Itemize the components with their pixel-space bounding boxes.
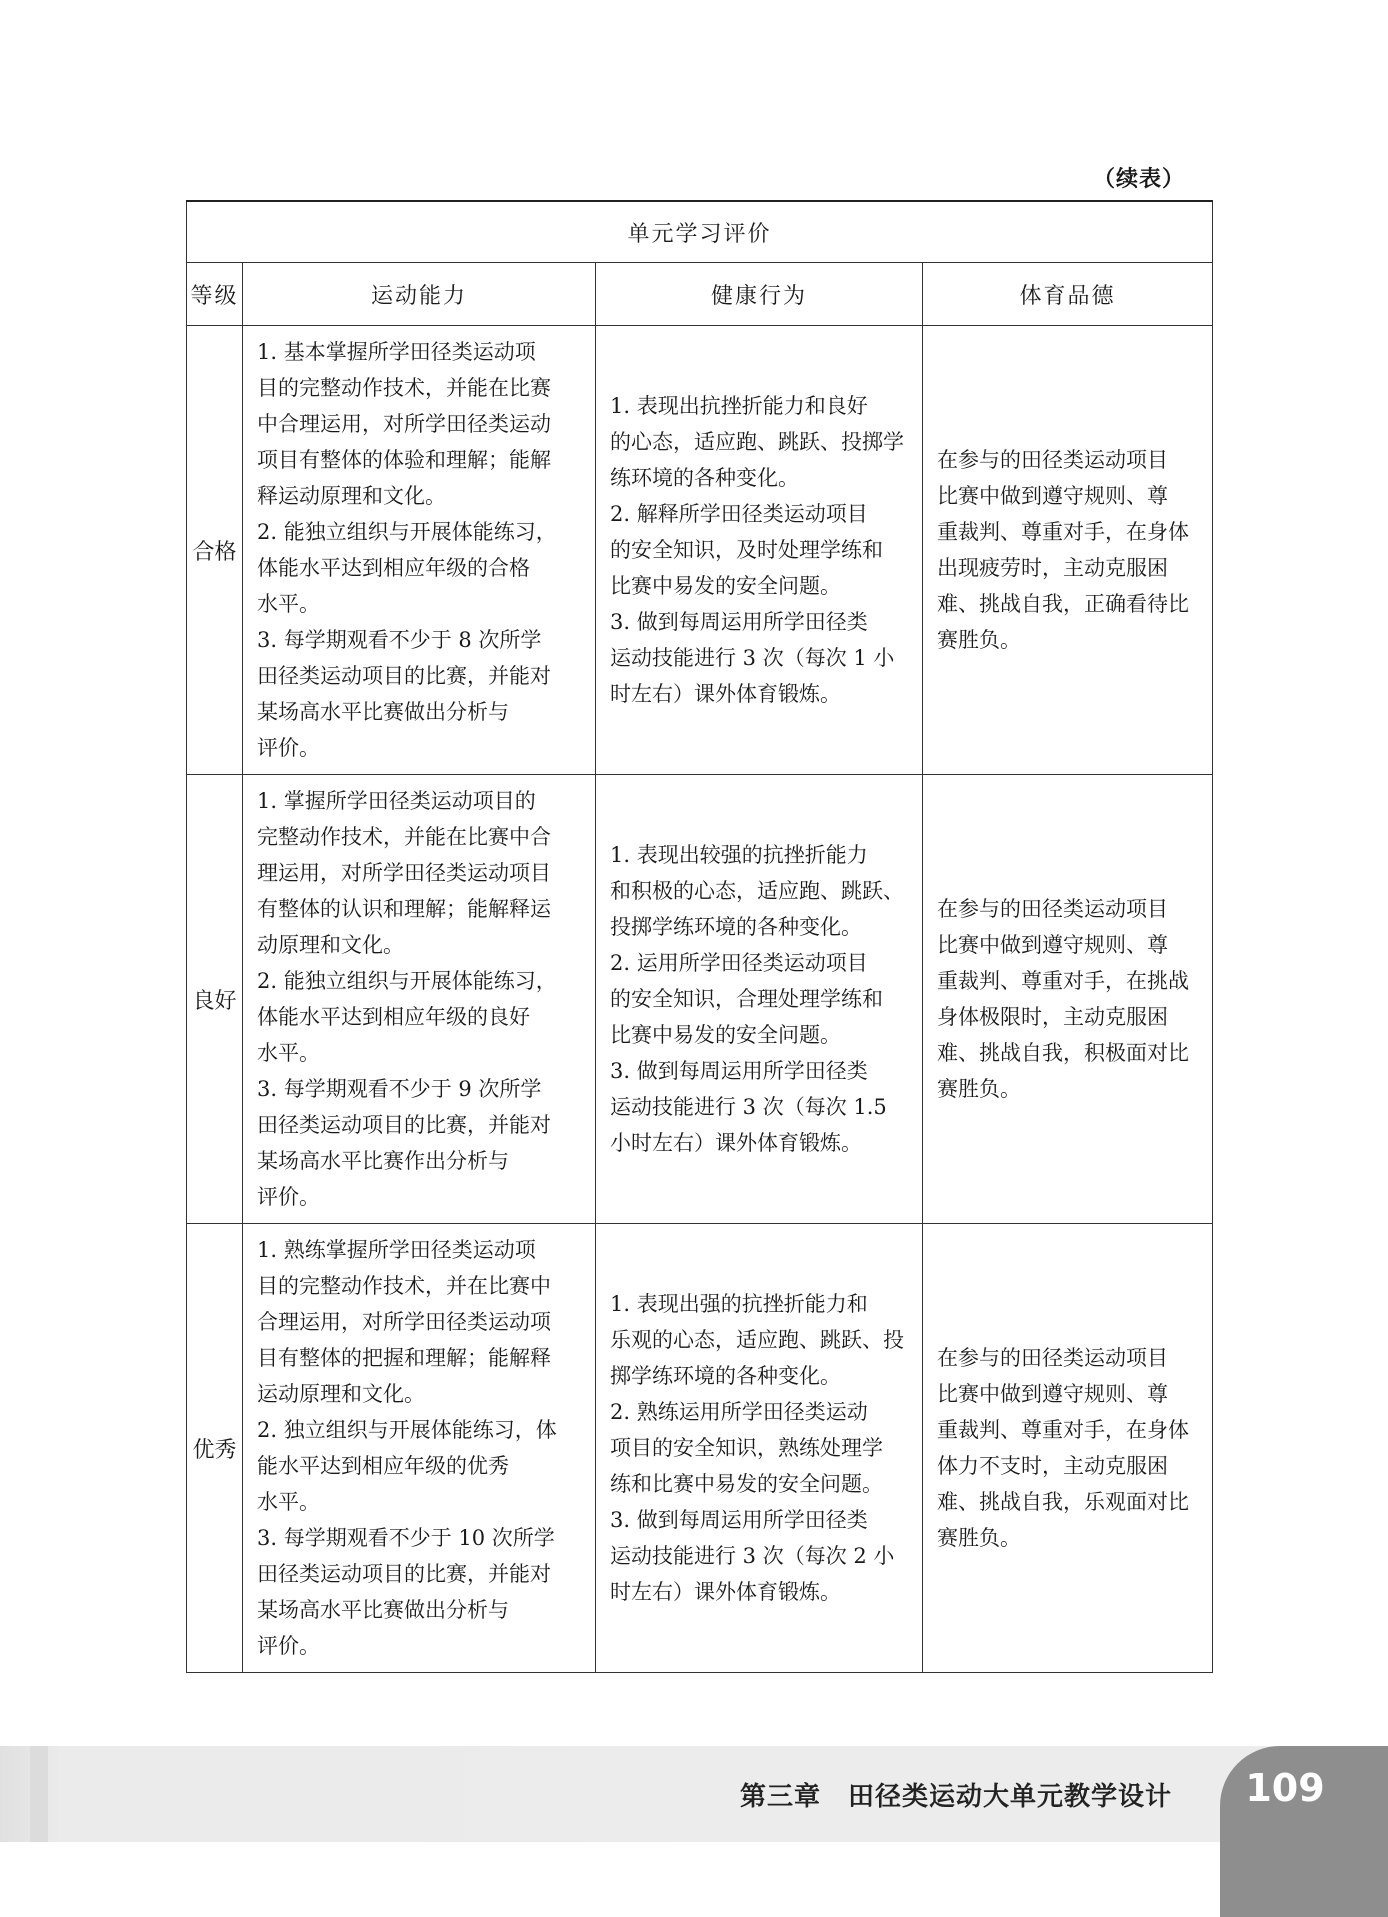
sport-ability-cell: [243, 326, 596, 775]
text-line: 运动技能进行 3 次（每次 1 小: [610, 646, 895, 670]
text-line: 目的完整动作技术，并在比赛中: [257, 1274, 551, 1298]
table-row: [187, 326, 1213, 775]
text-line: 目的完整动作技术，并能在比赛: [257, 376, 551, 400]
text-line: 3. 每学期观看不少于 8 次所学: [257, 628, 542, 652]
text-line: 时左右）课外体育锻炼。: [610, 682, 841, 706]
text-line: 1. 基本掌握所学田径类运动项: [257, 340, 536, 364]
text-line: 难、挑战自我，积极面对比: [937, 1041, 1189, 1065]
text-line: 2. 独立组织与开展体能练习，体: [257, 1418, 557, 1442]
text-line: 某场高水平比赛做出分析与: [257, 700, 509, 724]
sport-ability-cell: [243, 1224, 596, 1673]
text-line: 评价。: [257, 736, 320, 760]
text-line: 3. 做到每周运用所学田径类: [610, 1059, 868, 1083]
level-cell: 良好: [187, 775, 243, 1224]
text-line: 完整动作技术，并能在比赛中合: [257, 825, 551, 849]
text-line: 3. 做到每周运用所学田径类: [610, 1508, 868, 1532]
text-line: 合理运用，对所学田径类运动项: [257, 1310, 551, 1334]
header-sport-ability: 运动能力: [243, 263, 596, 326]
health-behavior-cell: [596, 326, 923, 775]
text-line: 释运动原理和文化。: [257, 484, 446, 508]
text-line: 出现疲劳时，主动克服困: [937, 556, 1168, 580]
text-line: 体能水平达到相应年级的合格: [257, 556, 530, 580]
text-line: 2. 解释所学田径类运动项目: [610, 502, 868, 526]
text-line: 田径类运动项目的比赛，并能对: [257, 664, 551, 688]
text-line: 体力不支时，主动克服困: [937, 1454, 1168, 1478]
text-line: 目有整体的把握和理解；能解释: [257, 1346, 551, 1370]
text-line: 小时左右）课外体育锻炼。: [610, 1131, 862, 1155]
text-line: 3. 做到每周运用所学田径类: [610, 610, 868, 634]
text-line: 1. 掌握所学田径类运动项目的: [257, 789, 536, 813]
text-line: 2. 能独立组织与开展体能练习，: [257, 969, 557, 993]
text-line: 水平。: [257, 1490, 320, 1514]
text-line: 评价。: [257, 1185, 320, 1209]
header-level: 等级: [187, 263, 243, 326]
text-line: 评价。: [257, 1634, 320, 1658]
text-line: 的安全知识，合理处理学练和: [610, 987, 883, 1011]
text-line: 比赛中做到遵守规则、尊: [937, 1382, 1168, 1406]
continued-label: （续表）: [1092, 167, 1185, 192]
header-sport-ethics: 体育品德: [923, 263, 1213, 326]
text-line: 重裁判、尊重对手，在身体: [937, 1418, 1189, 1442]
text-line: 比赛中易发的安全问题。: [610, 1023, 841, 1047]
text-line: 赛胜负。: [937, 1077, 1021, 1101]
sport-ethics-cell: [923, 775, 1213, 1224]
level-cell: 优秀: [187, 1224, 243, 1673]
text-line: 水平。: [257, 592, 320, 616]
footer-stripe: [30, 1746, 48, 1842]
text-line: 田径类运动项目的比赛，并能对: [257, 1562, 551, 1586]
text-line: 练环境的各种变化。: [610, 466, 799, 490]
text-line: 2. 能独立组织与开展体能练习，: [257, 520, 557, 544]
sport-ethics-cell: [923, 1224, 1213, 1673]
text-line: 难、挑战自我，乐观面对比: [937, 1490, 1189, 1514]
text-line: 赛胜负。: [937, 1526, 1021, 1550]
text-line: 2. 运用所学田径类运动项目: [610, 951, 868, 975]
text-line: 1. 表现出较强的抗挫折能力: [610, 843, 868, 867]
health-behavior-cell: [596, 775, 923, 1224]
text-line: 比赛中易发的安全问题。: [610, 574, 841, 598]
health-behavior-cell: [596, 1224, 923, 1673]
text-line: 3. 每学期观看不少于 10 次所学: [257, 1526, 555, 1550]
text-line: 身体极限时，主动克服困: [937, 1005, 1168, 1029]
text-line: 运动原理和文化。: [257, 1382, 425, 1406]
text-line: 在参与的田径类运动项目: [937, 448, 1168, 472]
level-cell: 合格: [187, 326, 243, 775]
text-line: 中合理运用，对所学田径类运动: [257, 412, 551, 436]
text-line: 赛胜负。: [937, 628, 1021, 652]
table-row: [187, 1224, 1213, 1673]
text-line: 运动技能进行 3 次（每次 2 小: [610, 1544, 895, 1568]
text-line: 水平。: [257, 1041, 320, 1065]
text-line: 乐观的心态，适应跑、跳跃、投: [610, 1328, 904, 1352]
text-line: 项目有整体的体验和理解；能解: [257, 448, 551, 472]
text-line: 掷学练环境的各种变化。: [610, 1364, 841, 1388]
page-number: 109: [1245, 1766, 1325, 1810]
text-line: 练和比赛中易发的安全问题。: [610, 1472, 883, 1496]
text-line: 1. 表现出强的抗挫折能力和: [610, 1292, 868, 1316]
chapter-title: 第三章 田径类运动大单元教学设计: [740, 1782, 1173, 1812]
text-line: 重裁判、尊重对手，在身体: [937, 520, 1189, 544]
text-line: 在参与的田径类运动项目: [937, 1346, 1168, 1370]
text-line: 2. 熟练运用所学田径类运动: [610, 1400, 868, 1424]
sport-ability-cell: [243, 775, 596, 1224]
text-line: 田径类运动项目的比赛，并能对: [257, 1113, 551, 1137]
table-title: 单元学习评价: [187, 201, 1213, 263]
text-line: 在参与的田径类运动项目: [937, 897, 1168, 921]
text-line: 1. 熟练掌握所学田径类运动项: [257, 1238, 536, 1262]
text-line: 比赛中做到遵守规则、尊: [937, 484, 1168, 508]
text-line: 的心态，适应跑、跳跃、投掷学: [610, 430, 904, 454]
sport-ethics-cell: [923, 326, 1213, 775]
text-line: 的安全知识，及时处理学练和: [610, 538, 883, 562]
text-line: 难、挑战自我，正确看待比: [937, 592, 1189, 616]
evaluation-table: [186, 200, 1213, 1673]
text-line: 项目的安全知识，熟练处理学: [610, 1436, 883, 1460]
text-line: 运动技能进行 3 次（每次 1.5: [610, 1095, 887, 1119]
text-line: 时左右）课外体育锻炼。: [610, 1580, 841, 1604]
table-title-row: [187, 201, 1213, 263]
text-line: 有整体的认识和理解；能解释运: [257, 897, 551, 921]
text-line: 比赛中做到遵守规则、尊: [937, 933, 1168, 957]
text-line: 动原理和文化。: [257, 933, 404, 957]
footer-band: [0, 1746, 1388, 1842]
text-line: 能水平达到相应年级的优秀: [257, 1454, 509, 1478]
text-line: 1. 表现出抗挫折能力和良好: [610, 394, 868, 418]
table-header-row: [187, 263, 1213, 326]
text-line: 投掷学练环境的各种变化。: [610, 915, 862, 939]
text-line: 理运用，对所学田径类运动项目: [257, 861, 551, 885]
text-line: 体能水平达到相应年级的良好: [257, 1005, 530, 1029]
text-line: 和积极的心态，适应跑、跳跃、: [610, 879, 904, 903]
text-line: 某场高水平比赛作出分析与: [257, 1149, 509, 1173]
header-health-behavior: 健康行为: [596, 263, 923, 326]
text-line: 3. 每学期观看不少于 9 次所学: [257, 1077, 542, 1101]
table-row: [187, 775, 1213, 1224]
text-line: 重裁判、尊重对手，在挑战: [937, 969, 1189, 993]
text-line: 某场高水平比赛做出分析与: [257, 1598, 509, 1622]
